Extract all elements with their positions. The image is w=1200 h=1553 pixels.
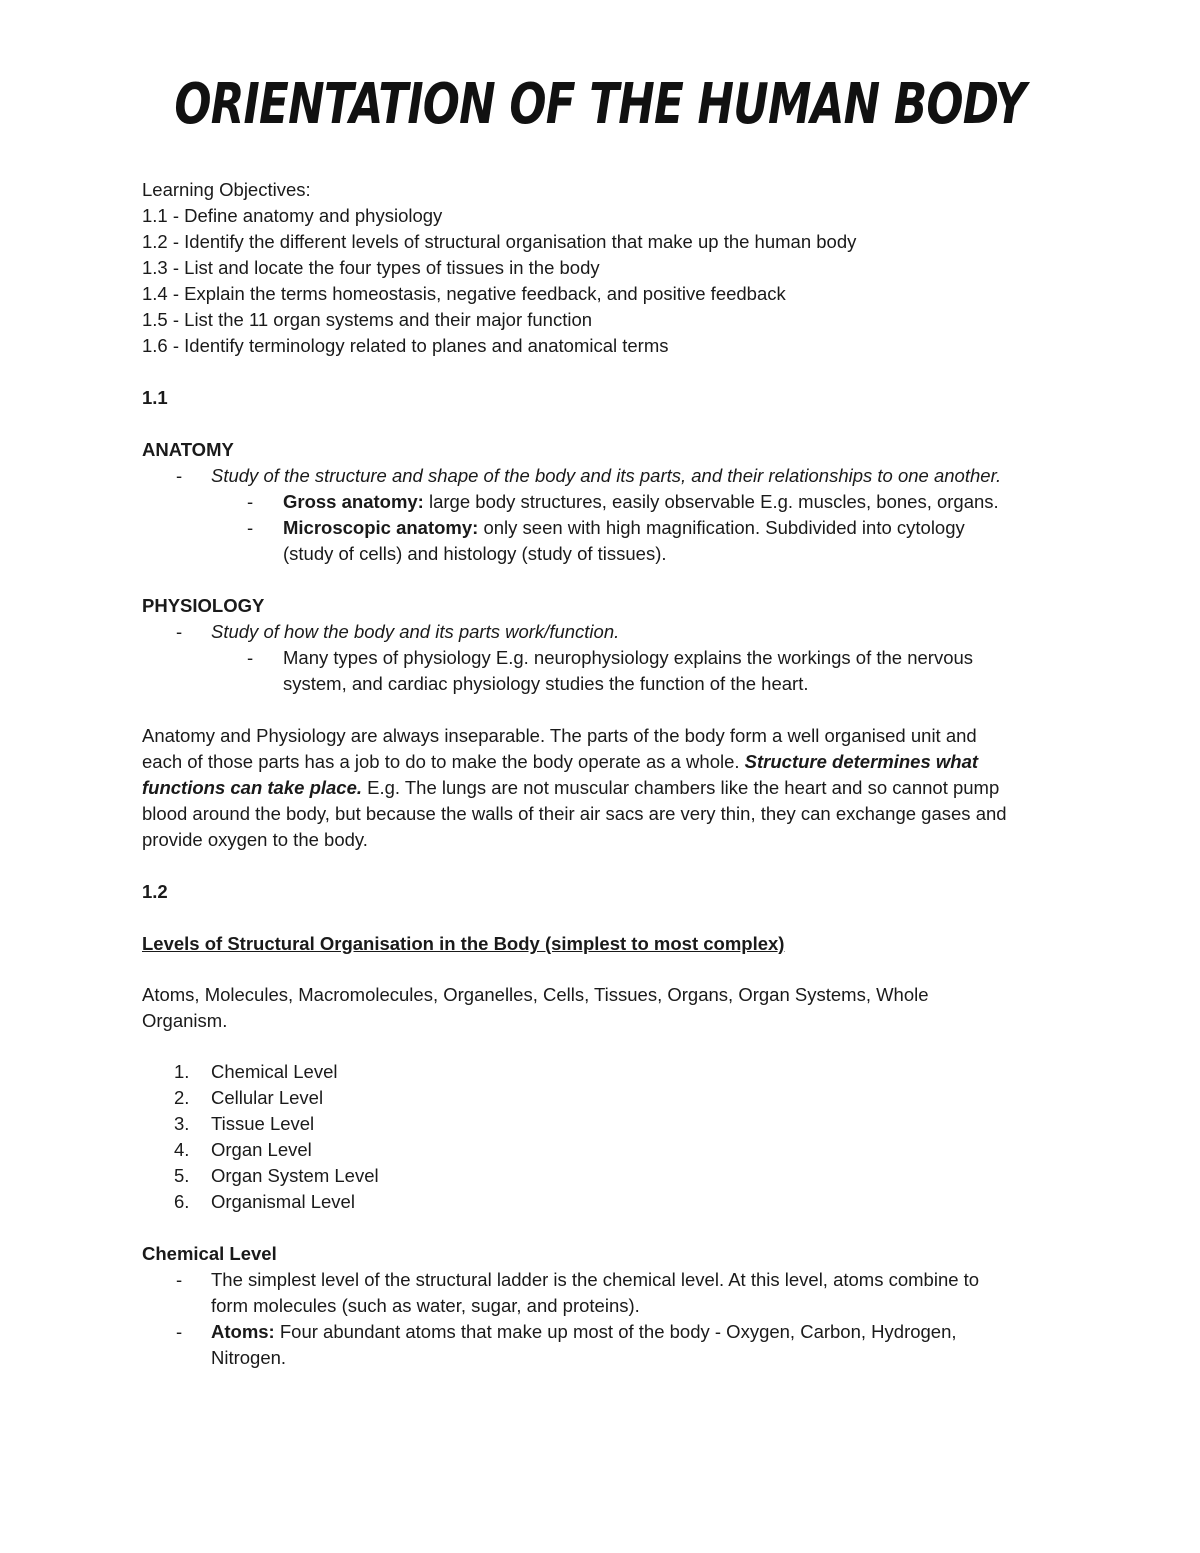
section-number: 1.2 (142, 881, 168, 902)
gross-anatomy-item (283, 489, 999, 515)
atoms-bullet (211, 1319, 957, 1345)
gross-anatomy-label: Gross anatomy: (283, 491, 424, 512)
paragraph-line: Anatomy and Physiology are always inseparable. The parts of the body form a well organised unit and (142, 725, 977, 746)
level-number: 6. (174, 1191, 190, 1212)
bullet-dash: - (176, 1269, 183, 1290)
level-item: Chemical Level (211, 1061, 338, 1082)
physiology-sub-item-cont: system, and cardiac physiology studies the function of the heart. (283, 673, 809, 694)
objectives-heading: Learning Objectives: (142, 179, 311, 200)
sequence-line: Atoms, Molecules, Macromolecules, Organelles, Cells, Tissues, Organs, Organ Systems, Whole (142, 984, 929, 1005)
paragraph-emphasis: functions can take place. (142, 777, 363, 798)
microscopic-anatomy-text-cont: (study of cells) and histology (study of tissues). (283, 543, 667, 564)
physiology-sub-item: Many types of physiology E.g. neurophysiology explains the workings of the nervous (283, 647, 974, 668)
microscopic-anatomy-item (283, 515, 965, 541)
bullet-dash: - (176, 1321, 183, 1342)
bullet-dash: - (247, 647, 254, 668)
atoms-text: Four abundant atoms that make up most of the body - Oxygen, Carbon, Hydrogen, (274, 1321, 957, 1342)
objective-item: 1.1 - Define anatomy and physiology (142, 205, 443, 226)
level-item: Organ System Level (211, 1165, 379, 1186)
microscopic-anatomy-label: Microscopic anatomy: (283, 517, 479, 538)
paragraph-emphasis: Structure determines what (744, 751, 979, 772)
paragraph-line: provide oxygen to the body. (142, 829, 368, 850)
level-item: Tissue Level (211, 1113, 315, 1134)
microscopic-anatomy-text: only seen with high magnification. Subdivided into cytology (478, 517, 965, 538)
objective-item: 1.6 - Identify terminology related to planes and anatomical terms (142, 335, 669, 356)
bullet-dash: - (247, 491, 254, 512)
objective-item: 1.5 - List the 11 organ systems and their major function (142, 309, 593, 330)
level-number: 1. (174, 1061, 190, 1082)
level-item: Organismal Level (211, 1191, 355, 1212)
level-number: 5. (174, 1165, 190, 1186)
chemical-bullet: The simplest level of the structural ladder is the chemical level. At this level, atoms combine to (211, 1269, 980, 1290)
objective-item: 1.3 - List and locate the four types of tissues in the body (142, 257, 600, 278)
paragraph-text: each of those parts has a job to do to make the body operate as a whole. (142, 751, 745, 772)
physiology-definition: Study of how the body and its parts work/function. (211, 621, 620, 642)
chemical-level-heading: Chemical Level (142, 1243, 277, 1264)
objective-item: 1.2 - Identify the different levels of structural organisation that make up the human body (142, 231, 857, 252)
level-item: Cellular Level (211, 1087, 324, 1108)
level-item: Organ Level (211, 1139, 312, 1160)
objective-item: 1.4 - Explain the terms homeostasis, negative feedback, and positive feedback (142, 283, 786, 304)
paragraph-text: E.g. The lungs are not muscular chambers like the heart and so cannot pump (362, 777, 1000, 798)
atoms-label: Atoms: (211, 1321, 275, 1342)
section-heading: Levels of Structural Organisation in the Body (simplest to most complex) (142, 933, 785, 954)
gross-anatomy-text: large body structures, easily observable E.g. muscles, bones, organs. (423, 491, 999, 512)
anatomy-heading: ANATOMY (142, 439, 234, 460)
page-title: ORIENTATION OF THE HUMAN BODY (174, 72, 1026, 137)
paragraph-line (142, 749, 978, 775)
physiology-heading: PHYSIOLOGY (142, 595, 265, 616)
sequence-line: Organism. (142, 1010, 228, 1031)
bullet-dash: - (176, 621, 183, 642)
bullet-dash: - (247, 517, 254, 538)
bullet-dash: - (176, 465, 183, 486)
anatomy-definition: Study of the structure and shape of the body and its parts, and their relationships to one another. (211, 465, 1002, 486)
level-number: 2. (174, 1087, 190, 1108)
section-number: 1.1 (142, 387, 168, 408)
atoms-bullet-cont: Nitrogen. (211, 1347, 287, 1368)
paragraph-line: blood around the body, but because the walls of their air sacs are very thin, they can exchange gases and (142, 803, 1007, 824)
chemical-bullet-cont: form molecules (such as water, sugar, and proteins). (211, 1295, 640, 1316)
level-number: 3. (174, 1113, 190, 1134)
paragraph-line (142, 775, 999, 801)
level-number: 4. (174, 1139, 190, 1160)
